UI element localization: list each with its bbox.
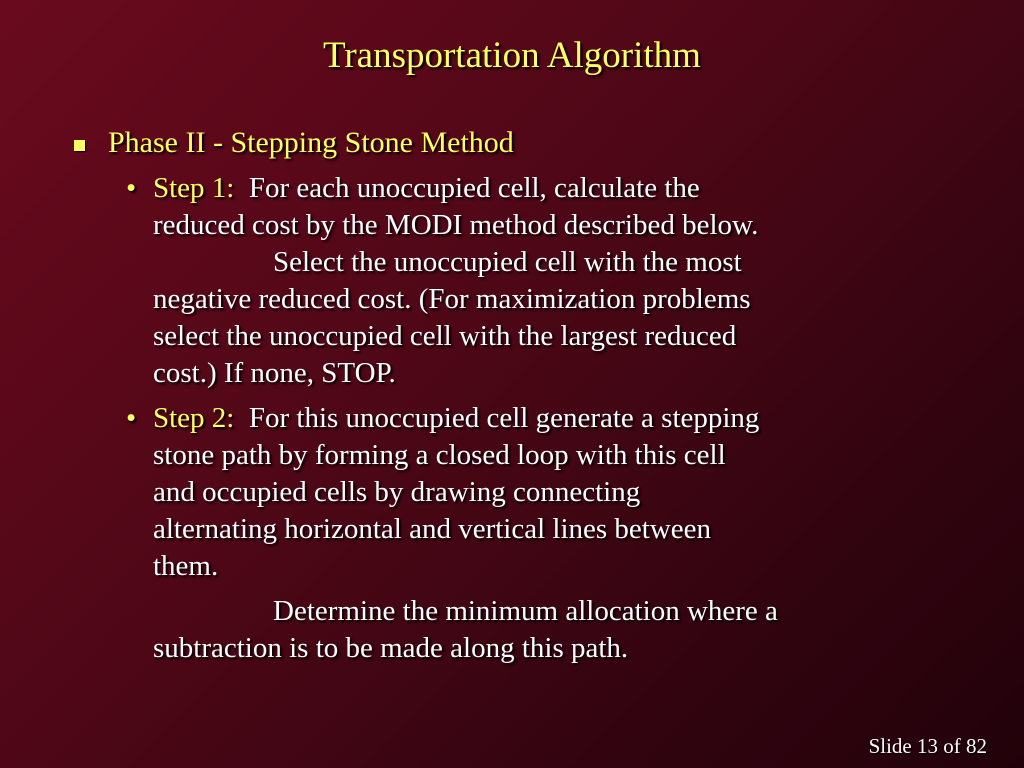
step1-line-5: select the unoccupied cell with the largest reduced [153, 320, 737, 352]
step2-line-2: stone path by forming a closed loop with this cell [153, 439, 726, 471]
slide-number: Slide 13 of 82 [868, 734, 987, 758]
step2-line-6 [153, 593, 953, 630]
step2-paragraph [153, 400, 953, 667]
step1-paragraph [153, 170, 953, 392]
step2-line-1 [153, 400, 953, 437]
step1-line-6: cost.) If none, STOP. [153, 357, 396, 389]
step2-line-5: them. [153, 550, 219, 582]
step1-line-4: negative reduced cost. (For maximization problems [153, 283, 751, 315]
step1-text-1: For each unoccupied cell, calculate the [248, 172, 700, 204]
step1-line-2: reduced cost by the MODI method described below. [153, 209, 759, 241]
step1-text-3: Select the unoccupied cell with the most [273, 246, 742, 278]
step2-bullet-icon: • [126, 402, 137, 434]
step1-label: Step 1: [153, 172, 235, 204]
step2-line-3: and occupied cells by drawing connecting [153, 476, 641, 508]
step2-line-4: alternating horizontal and vertical lines between [153, 513, 712, 545]
square-bullet-icon [74, 140, 85, 151]
slide-title: Transportation Algorithm [323, 35, 701, 76]
step2-text-1: For this unoccupied cell generate a stepping [248, 402, 760, 434]
step2-line-7: subtraction is to be made along this path. [153, 632, 629, 664]
step1-line-3 [153, 244, 953, 281]
step2-text-6: Determine the minimum allocation where a [273, 595, 778, 627]
step2-label: Step 2: [153, 402, 235, 434]
step1-line-1 [153, 170, 953, 207]
step1-bullet-icon: • [126, 172, 137, 204]
phase-heading: Phase II - Stepping Stone Method [108, 126, 514, 159]
